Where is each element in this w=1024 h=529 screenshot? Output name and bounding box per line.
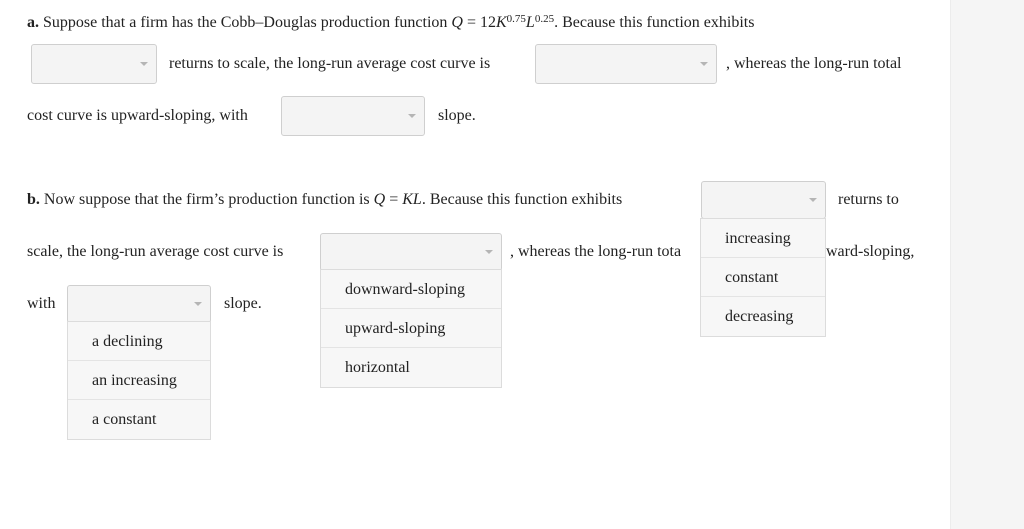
option-increasing[interactable]: increasing [701,219,825,258]
part-a-line-1 [27,13,754,33]
shape-dropdown-menu [320,269,502,388]
part-a-line-3-tail: slope. [438,107,476,124]
part-b-line-1-end: returns to [838,191,899,208]
part-b-line-1-tail: . Because this function exhibits [421,191,623,208]
chevron-down-icon [700,62,708,66]
part-a-line-3-text: cost curve is upward-sloping, with [27,107,248,124]
chevron-down-icon [809,198,817,202]
slope-dropdown-menu [67,321,211,440]
part-b-line-2-text: scale, the long-run average cost curve is [27,243,284,260]
part-b-avg-cost-dropdown[interactable] [320,233,502,271]
option-an-increasing[interactable]: an increasing [68,361,210,400]
eq-equals: = [389,191,399,208]
option-constant[interactable]: constant [701,258,825,297]
chevron-down-icon [194,302,202,306]
part-b-line-2-tail: , whereas the long-run tota [510,243,682,260]
part-a-line-2-tail: , whereas the long-run total [726,55,902,72]
eq-l: L [525,14,535,31]
eq-k: K [495,14,507,31]
part-a-slope-dropdown[interactable] [281,96,425,136]
option-downward-sloping[interactable]: downward-sloping [321,270,501,309]
part-a-line-2-text: returns to scale, the long-run average cost curve is [169,55,491,72]
part-a-intro: Suppose that a firm has the Cobb–Douglas production function [43,14,448,31]
eq-equals: = [466,14,476,31]
part-a-line-1-tail: . Because this function exhibits [554,14,755,31]
part-b-line-1 [27,190,622,210]
chevron-down-icon [140,62,148,66]
part-a-avg-cost-dropdown[interactable] [535,44,717,84]
part-b-intro: Now suppose that the firm’s production function is [43,191,370,208]
option-a-declining[interactable]: a declining [68,322,210,361]
part-b-slope-dropdown[interactable] [67,285,211,323]
returns-dropdown-menu [700,218,826,337]
option-a-constant[interactable]: a constant [92,411,157,428]
option-decreasing[interactable]: decreasing [725,308,794,325]
chevron-down-icon [408,114,416,118]
eq-l-exp: 0.25 [534,13,555,25]
option-horizontal[interactable]: horizontal [345,359,410,376]
part-b-line-2-end: ward-sloping, [826,243,915,260]
eq-q: Q [451,14,463,31]
part-a-label: a. [27,14,39,31]
eq-rhs: KL [402,191,422,208]
part-b-returns-dropdown[interactable] [701,181,826,219]
eq-q: Q [373,191,386,208]
option-upward-sloping[interactable]: upward-sloping [321,309,501,348]
right-sidebar [950,0,1024,529]
part-b-label: b. [27,191,40,208]
eq-coef: 12 [479,14,496,31]
part-b-line-3-text: with [27,295,56,312]
part-a-returns-dropdown[interactable] [31,44,157,84]
chevron-down-icon [485,250,493,254]
eq-k-exp: 0.75 [506,13,526,25]
part-b-line-3-tail: slope. [224,295,262,312]
